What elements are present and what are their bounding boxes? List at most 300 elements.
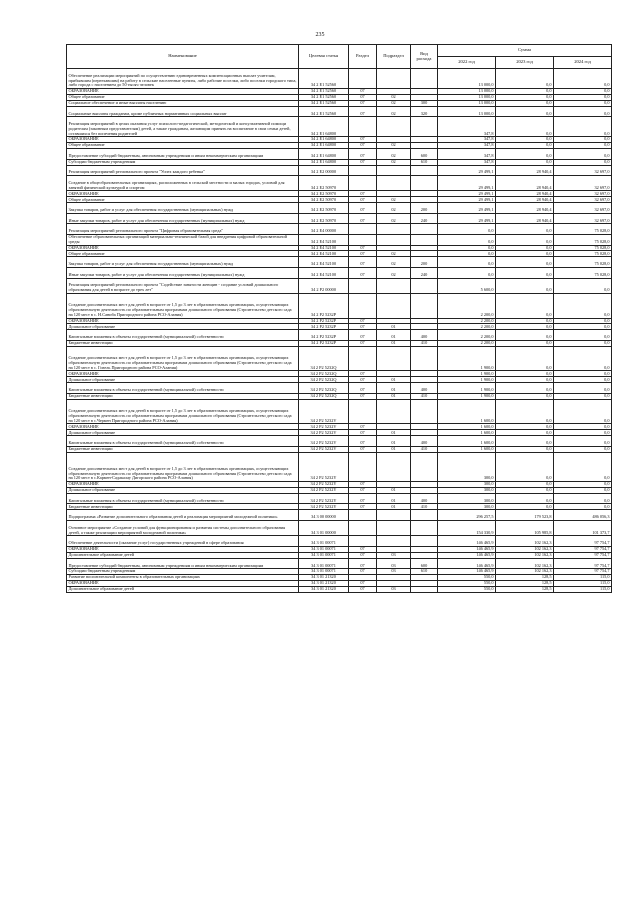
row-sum-2023: 0,0 — [496, 340, 554, 346]
row-name: Создание дополнительных мест для детей в возрасте от 1,5 до 3 лет в образовательных организациях, осуществляющих образовательную деятельность по образовательным программам дошкольного образования (Строительство детского сада на 120 мест в с. Н.Саниба Пригородного района РСО-Алания) — [67, 293, 299, 318]
row-section: 07 — [349, 504, 377, 510]
row-sum-2022: 146 465,9 — [438, 552, 496, 558]
row-target-code: 34 2 Е4 52100 — [299, 245, 349, 251]
row-subsection: 03 — [377, 552, 411, 558]
row-sum-2022: 1 600,0 — [438, 424, 496, 430]
row-sum-2024: 75 028,0 — [554, 224, 612, 235]
row-sum-2022: 1 900,0 — [438, 377, 496, 383]
row-sum-2022: 146 465,9 — [438, 536, 496, 547]
row-section: 07 — [349, 245, 377, 251]
row-sum-2022: 0,0 — [438, 224, 496, 235]
row-sum-2024: 0,0 — [554, 100, 612, 106]
row-target-code: 34 2 Р2 5232Р — [299, 293, 349, 318]
row-expense-type — [411, 293, 438, 318]
row-section: 07 — [349, 267, 377, 278]
row-sum-2024: 0,0 — [554, 383, 612, 394]
row-target-code: 34 2 Р2 5232Р — [299, 340, 349, 346]
row-section — [349, 224, 377, 235]
row-sum-2023: 102 162,3 — [496, 552, 554, 558]
row-target-code: 34 2 Е2 50970 — [299, 203, 349, 214]
row-sum-2022: 29 499,1 — [438, 197, 496, 203]
row-sum-2022: 550,0 — [438, 575, 496, 581]
row-expense-type — [411, 176, 438, 191]
row-subsection — [377, 117, 411, 137]
row-sum-2023: 0,0 — [496, 159, 554, 165]
row-section — [349, 520, 377, 535]
table-row — [67, 69, 612, 89]
row-name: ОБРАЗОВАНИЕ — [67, 137, 299, 143]
row-name: ОБРАЗОВАНИЕ — [67, 546, 299, 552]
row-sum-2023: 0,0 — [496, 257, 554, 268]
row-target-code: 34 2 Р2 5232Y — [299, 452, 349, 481]
row-sum-2023: 0,0 — [496, 393, 554, 399]
row-section: 07 — [349, 424, 377, 430]
table-body — [67, 69, 612, 593]
row-name: Реализация мероприятий регионального проекта "Успех каждого ребенка" — [67, 165, 299, 176]
row-sum-2023: 0,0 — [496, 143, 554, 149]
row-name: Социальные выплаты гражданам, кроме публичных нормативных социальных выплат — [67, 106, 299, 117]
row-target-code: 34 2 Р2 5232Р — [299, 324, 349, 330]
row-section: 07 — [349, 558, 377, 569]
row-expense-type: 410 — [411, 504, 438, 510]
row-sum-2022: 2 200,0 — [438, 293, 496, 318]
row-section: 07 — [349, 106, 377, 117]
row-sum-2024: 32 697,0 — [554, 203, 612, 214]
row-target-code: 34 2 Е1 64800 — [299, 149, 349, 160]
row-name: Обеспечение образовательных организаций материально-технической базой для внедрения цифровой образовательной среды — [67, 234, 299, 245]
row-name: Субсидии бюджетным учреждениям — [67, 569, 299, 575]
row-sum-2022: 1 600,0 — [438, 430, 496, 436]
row-section — [349, 117, 377, 137]
row-expense-type — [411, 224, 438, 235]
table-row — [67, 493, 612, 504]
row-name: Закупка товаров, работ и услуг для обеспечения государственных (муниципальных) нужд — [67, 203, 299, 214]
row-sum-2023: 0,0 — [496, 100, 554, 106]
row-sum-2023: 128,5 — [496, 581, 554, 587]
row-sum-2023: 0,0 — [496, 446, 554, 452]
row-sum-2023: 0,0 — [496, 267, 554, 278]
row-expense-type: 300 — [411, 100, 438, 106]
row-sum-2022: 29 499,1 — [438, 213, 496, 224]
row-sum-2024: 0,0 — [554, 493, 612, 504]
row-section: 07 — [349, 203, 377, 214]
row-sum-2023: 0,0 — [496, 324, 554, 330]
row-sum-2022: 13 000,0 — [438, 89, 496, 95]
row-target-code: 34 2 Е1 52560 — [299, 100, 349, 106]
row-subsection — [377, 536, 411, 547]
row-name: Реализация мероприятий регионального проекта "Содействие занятости женщин - создание условий дошкольного образования для детей в возрасте до трех лет" — [67, 278, 299, 293]
row-subsection: 03 — [377, 558, 411, 569]
row-section — [349, 399, 377, 424]
row-sum-2022: 0,0 — [438, 251, 496, 257]
row-sum-2023: 0,0 — [496, 69, 554, 89]
row-section: 07 — [349, 569, 377, 575]
row-subsection: 01 — [377, 383, 411, 394]
row-sum-2023: 0,0 — [496, 149, 554, 160]
row-sum-2024: 0,0 — [554, 278, 612, 293]
table-row — [67, 293, 612, 318]
row-sum-2023: 0,0 — [496, 89, 554, 95]
row-subsection — [377, 234, 411, 245]
row-subsection: 01 — [377, 324, 411, 330]
row-target-code: 34 2 Р2 5232Q — [299, 383, 349, 394]
row-subsection — [377, 278, 411, 293]
header-name: Наименование — [67, 45, 299, 69]
row-name: Общее образование — [67, 143, 299, 149]
row-sum-2022: 13 000,0 — [438, 69, 496, 89]
row-subsection: 02 — [377, 94, 411, 100]
table-row — [67, 117, 612, 137]
row-target-code: 34 3 01 21320 — [299, 581, 349, 587]
row-expense-type — [411, 536, 438, 547]
row-sum-2022: 1 900,0 — [438, 371, 496, 377]
row-name: Дошкольное образование — [67, 430, 299, 436]
row-sum-2024: 101 373,7 — [554, 520, 612, 535]
row-name: Подпрограмма «Развитие дополнительного образования детей и реализация мероприятий молодежной политики» — [67, 510, 299, 521]
row-sum-2022: 5 600,0 — [438, 278, 496, 293]
row-subsection — [377, 346, 411, 371]
row-sum-2024: 0,0 — [554, 393, 612, 399]
row-sum-2024: 0,0 — [554, 424, 612, 430]
row-target-code: 34 3 01 21320 — [299, 586, 349, 592]
row-expense-type — [411, 520, 438, 535]
row-section — [349, 536, 377, 547]
row-target-code: 34 2 Е2 50970 — [299, 176, 349, 191]
row-target-code: 34 2 Е4 52100 — [299, 251, 349, 257]
row-name: ОБРАЗОВАНИЕ — [67, 371, 299, 377]
row-target-code: 34 2 Е1 52560 — [299, 89, 349, 95]
page-number: 235 — [315, 32, 325, 38]
row-expense-type — [411, 346, 438, 371]
row-subsection: 01 — [377, 487, 411, 493]
row-sum-2022: 300,0 — [438, 504, 496, 510]
row-sum-2023: 0,0 — [496, 371, 554, 377]
row-target-code: 34 3 00 00000 — [299, 510, 349, 521]
row-subsection: 02 — [377, 159, 411, 165]
row-sum-2024: 0,0 — [554, 452, 612, 481]
row-section — [349, 176, 377, 191]
row-section: 07 — [349, 149, 377, 160]
row-section: 07 — [349, 89, 377, 95]
row-target-code: 34 2 Е2 50970 — [299, 191, 349, 197]
row-expense-type: 400 — [411, 383, 438, 394]
row-target-code: 34 2 Р2 5232Y — [299, 493, 349, 504]
row-sum-2024: 0,0 — [554, 487, 612, 493]
row-target-code: 34 2 Р2 5232V — [299, 399, 349, 424]
row-subsection — [377, 520, 411, 535]
row-subsection: 01 — [377, 430, 411, 436]
row-name: Общее образование — [67, 251, 299, 257]
row-sum-2024: 32 697,0 — [554, 176, 612, 191]
row-sum-2024: 0,0 — [554, 94, 612, 100]
table-row — [67, 510, 612, 521]
row-sum-2022: 0,0 — [438, 234, 496, 245]
row-sum-2023: 0,0 — [496, 504, 554, 510]
row-sum-2023: 0,0 — [496, 346, 554, 371]
row-sum-2023: 0,0 — [496, 117, 554, 137]
row-name: Предоставление субсидий бюджетным, автономным учреждениям и иным некоммерческим организациям — [67, 558, 299, 569]
row-sum-2022: 2 200,0 — [438, 330, 496, 341]
row-sum-2024: 0,0 — [554, 340, 612, 346]
row-section: 07 — [349, 94, 377, 100]
row-sum-2024: 0,0 — [554, 318, 612, 324]
row-sum-2022: 29 499,1 — [438, 165, 496, 176]
table-row — [67, 558, 612, 569]
row-target-code: 34 2 Е1 64800 — [299, 143, 349, 149]
row-sum-2023: 102 162,3 — [496, 536, 554, 547]
row-name: ОБРАЗОВАНИЕ — [67, 482, 299, 488]
row-name: Обеспечение реализации мероприятий по осуществлению единовременных компенсационных выплат учителям, прибывшим (переехавшим) на работу в сельские населенные пункты, либо рабочие поселки, либо поселки городского типа, либо города с населением до 50 тысяч человек — [67, 69, 299, 89]
row-sum-2023: 0,0 — [496, 318, 554, 324]
row-sum-2024: 97 754,7 — [554, 558, 612, 569]
budget-table — [66, 44, 612, 593]
table-row — [67, 278, 612, 293]
row-sum-2024: 0,0 — [554, 377, 612, 383]
row-name: ОБРАЗОВАНИЕ — [67, 424, 299, 430]
row-expense-type: 200 — [411, 203, 438, 214]
row-sum-2024: 0,0 — [554, 330, 612, 341]
row-target-code: 34 2 Е2 50970 — [299, 197, 349, 203]
row-section: 07 — [349, 482, 377, 488]
row-expense-type: 410 — [411, 393, 438, 399]
row-sum-2022: 1 600,0 — [438, 436, 496, 447]
row-subsection — [377, 176, 411, 191]
row-subsection: 01 — [377, 436, 411, 447]
row-target-code: 34 2 Е1 64800 — [299, 159, 349, 165]
row-sum-2023: 28 940,4 — [496, 176, 554, 191]
row-expense-type: 600 — [411, 149, 438, 160]
row-expense-type: 410 — [411, 340, 438, 346]
row-target-code: 34 2 Е4 00000 — [299, 224, 349, 235]
row-sum-2024: 32 697,0 — [554, 197, 612, 203]
row-section: 07 — [349, 393, 377, 399]
row-section: 07 — [349, 251, 377, 257]
row-sum-2023: 128,5 — [496, 575, 554, 581]
table-row — [67, 399, 612, 424]
row-target-code: 34 2 Е1 64800 — [299, 137, 349, 143]
row-expense-type — [411, 234, 438, 245]
row-name: Создание дополнительных мест для детей в возрасте от 1,5 до 3 лет в образовательных организациях, осуществляющих образовательную деятельность по образовательным программам дошкольного образования (Строительство детского сада на 120 мест в с. Гизель Пригородного района РСО-Алания) — [67, 346, 299, 371]
row-sum-2024: 97 754,7 — [554, 536, 612, 547]
table-row — [67, 224, 612, 235]
row-expense-type: 400 — [411, 493, 438, 504]
row-expense-type — [411, 69, 438, 89]
row-sum-2024: 0,0 — [554, 446, 612, 452]
row-sum-2023: 0,0 — [496, 94, 554, 100]
row-target-code: 34 2 Е1 52560 — [299, 69, 349, 89]
table-row — [67, 176, 612, 191]
row-sum-2024: 115,0 — [554, 586, 612, 592]
row-name: ОБРАЗОВАНИЕ — [67, 191, 299, 197]
row-sum-2023: 0,0 — [496, 251, 554, 257]
row-sum-2022: 347,8 — [438, 117, 496, 137]
table-row — [67, 586, 612, 592]
row-name: Создание в общеобразовательных организациях, расположенных в сельской местности и малых городах, условий для занятий физической культурой и спортом — [67, 176, 299, 191]
row-target-code: 34 2 Е1 52560 — [299, 94, 349, 100]
row-sum-2022: 29 499,1 — [438, 203, 496, 214]
row-section: 07 — [349, 159, 377, 165]
row-section — [349, 234, 377, 245]
row-sum-2022: 300,0 — [438, 452, 496, 481]
table-row — [67, 330, 612, 341]
row-name: Предоставление субсидий бюджетным, автономным учреждениям и иным некоммерческим организациям — [67, 149, 299, 160]
row-sum-2024: 115,0 — [554, 581, 612, 587]
header-section: Раздел — [349, 45, 377, 69]
row-sum-2022: 1 900,0 — [438, 346, 496, 371]
row-sum-2022: 146 465,9 — [438, 558, 496, 569]
row-name: Создание дополнительных мест для детей в возрасте от 1,5 до 3 лет в образовательных организациях, осуществляющих образовательную деятельность по образовательным программам дошкольного образования (Строительство детского сада на 120 мест в с.Чермен Пригородного района РСО-Алания) — [67, 399, 299, 424]
row-target-code: 34 2 Р2 5232Q — [299, 377, 349, 383]
row-name: Закупка товаров, работ и услуг для обеспечения государственных (муниципальных) нужд — [67, 257, 299, 268]
row-subsection: 01 — [377, 504, 411, 510]
row-sum-2023: 0,0 — [496, 245, 554, 251]
row-expense-type — [411, 399, 438, 424]
row-sum-2024: 0,0 — [554, 69, 612, 89]
row-sum-2023: 28 940,4 — [496, 197, 554, 203]
row-sum-2023: 0,0 — [496, 137, 554, 143]
row-sum-2022: 1 900,0 — [438, 383, 496, 394]
row-sum-2023: 0,0 — [496, 399, 554, 424]
row-subsection: 02 — [377, 203, 411, 214]
row-sum-2023: 0,0 — [496, 383, 554, 394]
row-sum-2023: 128,5 — [496, 586, 554, 592]
row-expense-type: 610 — [411, 159, 438, 165]
row-target-code: 34 3 01 00071 — [299, 569, 349, 575]
row-sum-2024: 0,0 — [554, 482, 612, 488]
row-target-code: 34 2 Р2 5232Q — [299, 346, 349, 371]
row-subsection: 01 — [377, 493, 411, 504]
row-sum-2023: 0,0 — [496, 234, 554, 245]
row-name: Основное мероприятие «Создание условий для функционирования и развития системы дополнительного образования детей, а также реализации мероприятий молодежной политики» — [67, 520, 299, 535]
row-name: Капитальные вложения в объекты государственной (муниципальной) собственности — [67, 383, 299, 394]
row-name: Обеспечение деятельности (оказание услуг) государственных учреждений в сфере образования — [67, 536, 299, 547]
row-subsection: 02 — [377, 197, 411, 203]
row-sum-2022: 0,0 — [438, 245, 496, 251]
row-sum-2022: 2 200,0 — [438, 324, 496, 330]
row-name: Социальное обеспечение и иные выплаты населению — [67, 100, 299, 106]
row-sum-2024: 0,0 — [554, 399, 612, 424]
row-sum-2023: 0,0 — [496, 278, 554, 293]
row-expense-type: 400 — [411, 330, 438, 341]
row-sum-2024: 0,0 — [554, 149, 612, 160]
row-name: Реализация мероприятий в целях оказания услуг психолого-педагогической, методической и консультативной помощи родителям (законным представителям) детей, а также гражданам, желающим принять на воспитание в свои семьи детей, оставшихся без попечения родителей — [67, 117, 299, 137]
row-section: 07 — [349, 586, 377, 592]
row-name: Дошкольное образование — [67, 377, 299, 383]
row-sum-2022: 296 257,5 — [438, 510, 496, 521]
row-sum-2023: 102 162,3 — [496, 569, 554, 575]
row-expense-type: 410 — [411, 446, 438, 452]
row-sum-2022: 300,0 — [438, 482, 496, 488]
row-sum-2023: 0,0 — [496, 377, 554, 383]
row-expense-type: 600 — [411, 558, 438, 569]
row-sum-2024: 115,0 — [554, 575, 612, 581]
row-subsection — [377, 293, 411, 318]
row-subsection — [377, 69, 411, 89]
row-section: 07 — [349, 430, 377, 436]
row-subsection: 02 — [377, 100, 411, 106]
row-sum-2023: 0,0 — [496, 452, 554, 481]
row-name: ОБРАЗОВАНИЕ — [67, 581, 299, 587]
row-target-code: 34 3 01 00071 — [299, 536, 349, 547]
row-name: Бюджетные инвестиции — [67, 340, 299, 346]
row-target-code: 34 2 Е2 50970 — [299, 213, 349, 224]
row-sum-2022: 300,0 — [438, 493, 496, 504]
row-section — [349, 346, 377, 371]
row-subsection: 01 — [377, 340, 411, 346]
row-section: 07 — [349, 318, 377, 324]
row-sum-2023: 0,0 — [496, 430, 554, 436]
row-target-code: 34 2 Р2 5232Q — [299, 393, 349, 399]
header-expense-type: Вид расхода — [411, 45, 438, 69]
row-sum-2022: 146 465,9 — [438, 569, 496, 575]
row-sum-2023: 0,0 — [496, 493, 554, 504]
row-sum-2024: 32 697,0 — [554, 191, 612, 197]
row-sum-2023: 179 523,8 — [496, 510, 554, 521]
row-sum-2022: 29 499,1 — [438, 191, 496, 197]
row-target-code: 34 2 Р2 5232Q — [299, 371, 349, 377]
row-section: 07 — [349, 340, 377, 346]
row-sum-2023: 0,0 — [496, 424, 554, 430]
table-row — [67, 520, 612, 535]
row-subsection: 02 — [377, 267, 411, 278]
row-section: 07 — [349, 552, 377, 558]
row-sum-2022: 0,0 — [438, 267, 496, 278]
row-target-code: 34 2 Е4 52100 — [299, 257, 349, 268]
row-name: Бюджетные инвестиции — [67, 393, 299, 399]
row-sum-2024: 0,0 — [554, 159, 612, 165]
row-expense-type: 320 — [411, 106, 438, 117]
row-expense-type: 400 — [411, 436, 438, 447]
row-expense-type — [411, 165, 438, 176]
row-name: Бюджетные инвестиции — [67, 504, 299, 510]
row-sum-2023: 28 940,4 — [496, 165, 554, 176]
table-row — [67, 536, 612, 547]
table-row — [67, 106, 612, 117]
row-subsection: 01 — [377, 330, 411, 341]
row-sum-2022: 146 465,9 — [438, 546, 496, 552]
row-section — [349, 278, 377, 293]
row-sum-2022: 154 330,9 — [438, 520, 496, 535]
row-sum-2024: 32 697,0 — [554, 165, 612, 176]
row-subsection: 02 — [377, 149, 411, 160]
row-name: Бюджетные инвестиции — [67, 446, 299, 452]
row-sum-2023: 28 940,4 — [496, 203, 554, 214]
row-sum-2023: 0,0 — [496, 487, 554, 493]
row-section: 07 — [349, 581, 377, 587]
row-sum-2024: 0,0 — [554, 106, 612, 117]
row-sum-2024: 0,0 — [554, 324, 612, 330]
row-sum-2022: 550,0 — [438, 586, 496, 592]
row-expense-type — [411, 586, 438, 592]
row-target-code: 34 2 Р2 5232V — [299, 446, 349, 452]
row-target-code: 34 2 Р2 5232Y — [299, 482, 349, 488]
row-sum-2024: 0,0 — [554, 137, 612, 143]
row-sum-2022: 550,0 — [438, 581, 496, 587]
row-sum-2024: 75 028,0 — [554, 257, 612, 268]
row-sum-2024: 0,0 — [554, 89, 612, 95]
table-row — [67, 267, 612, 278]
row-target-code: 34 2 Р2 5232V — [299, 430, 349, 436]
row-section: 07 — [349, 324, 377, 330]
table-row — [67, 234, 612, 245]
row-section: 07 — [349, 383, 377, 394]
row-expense-type — [411, 278, 438, 293]
row-sum-2022: 13 000,0 — [438, 100, 496, 106]
row-target-code: 34 3 01 00071 — [299, 552, 349, 558]
row-sum-2022: 300,0 — [438, 487, 496, 493]
row-name: Дополнительное образование детей — [67, 552, 299, 558]
row-name: Иные закупки товаров, работ и услуг для обеспечения государственных (муниципальных) нужд — [67, 213, 299, 224]
